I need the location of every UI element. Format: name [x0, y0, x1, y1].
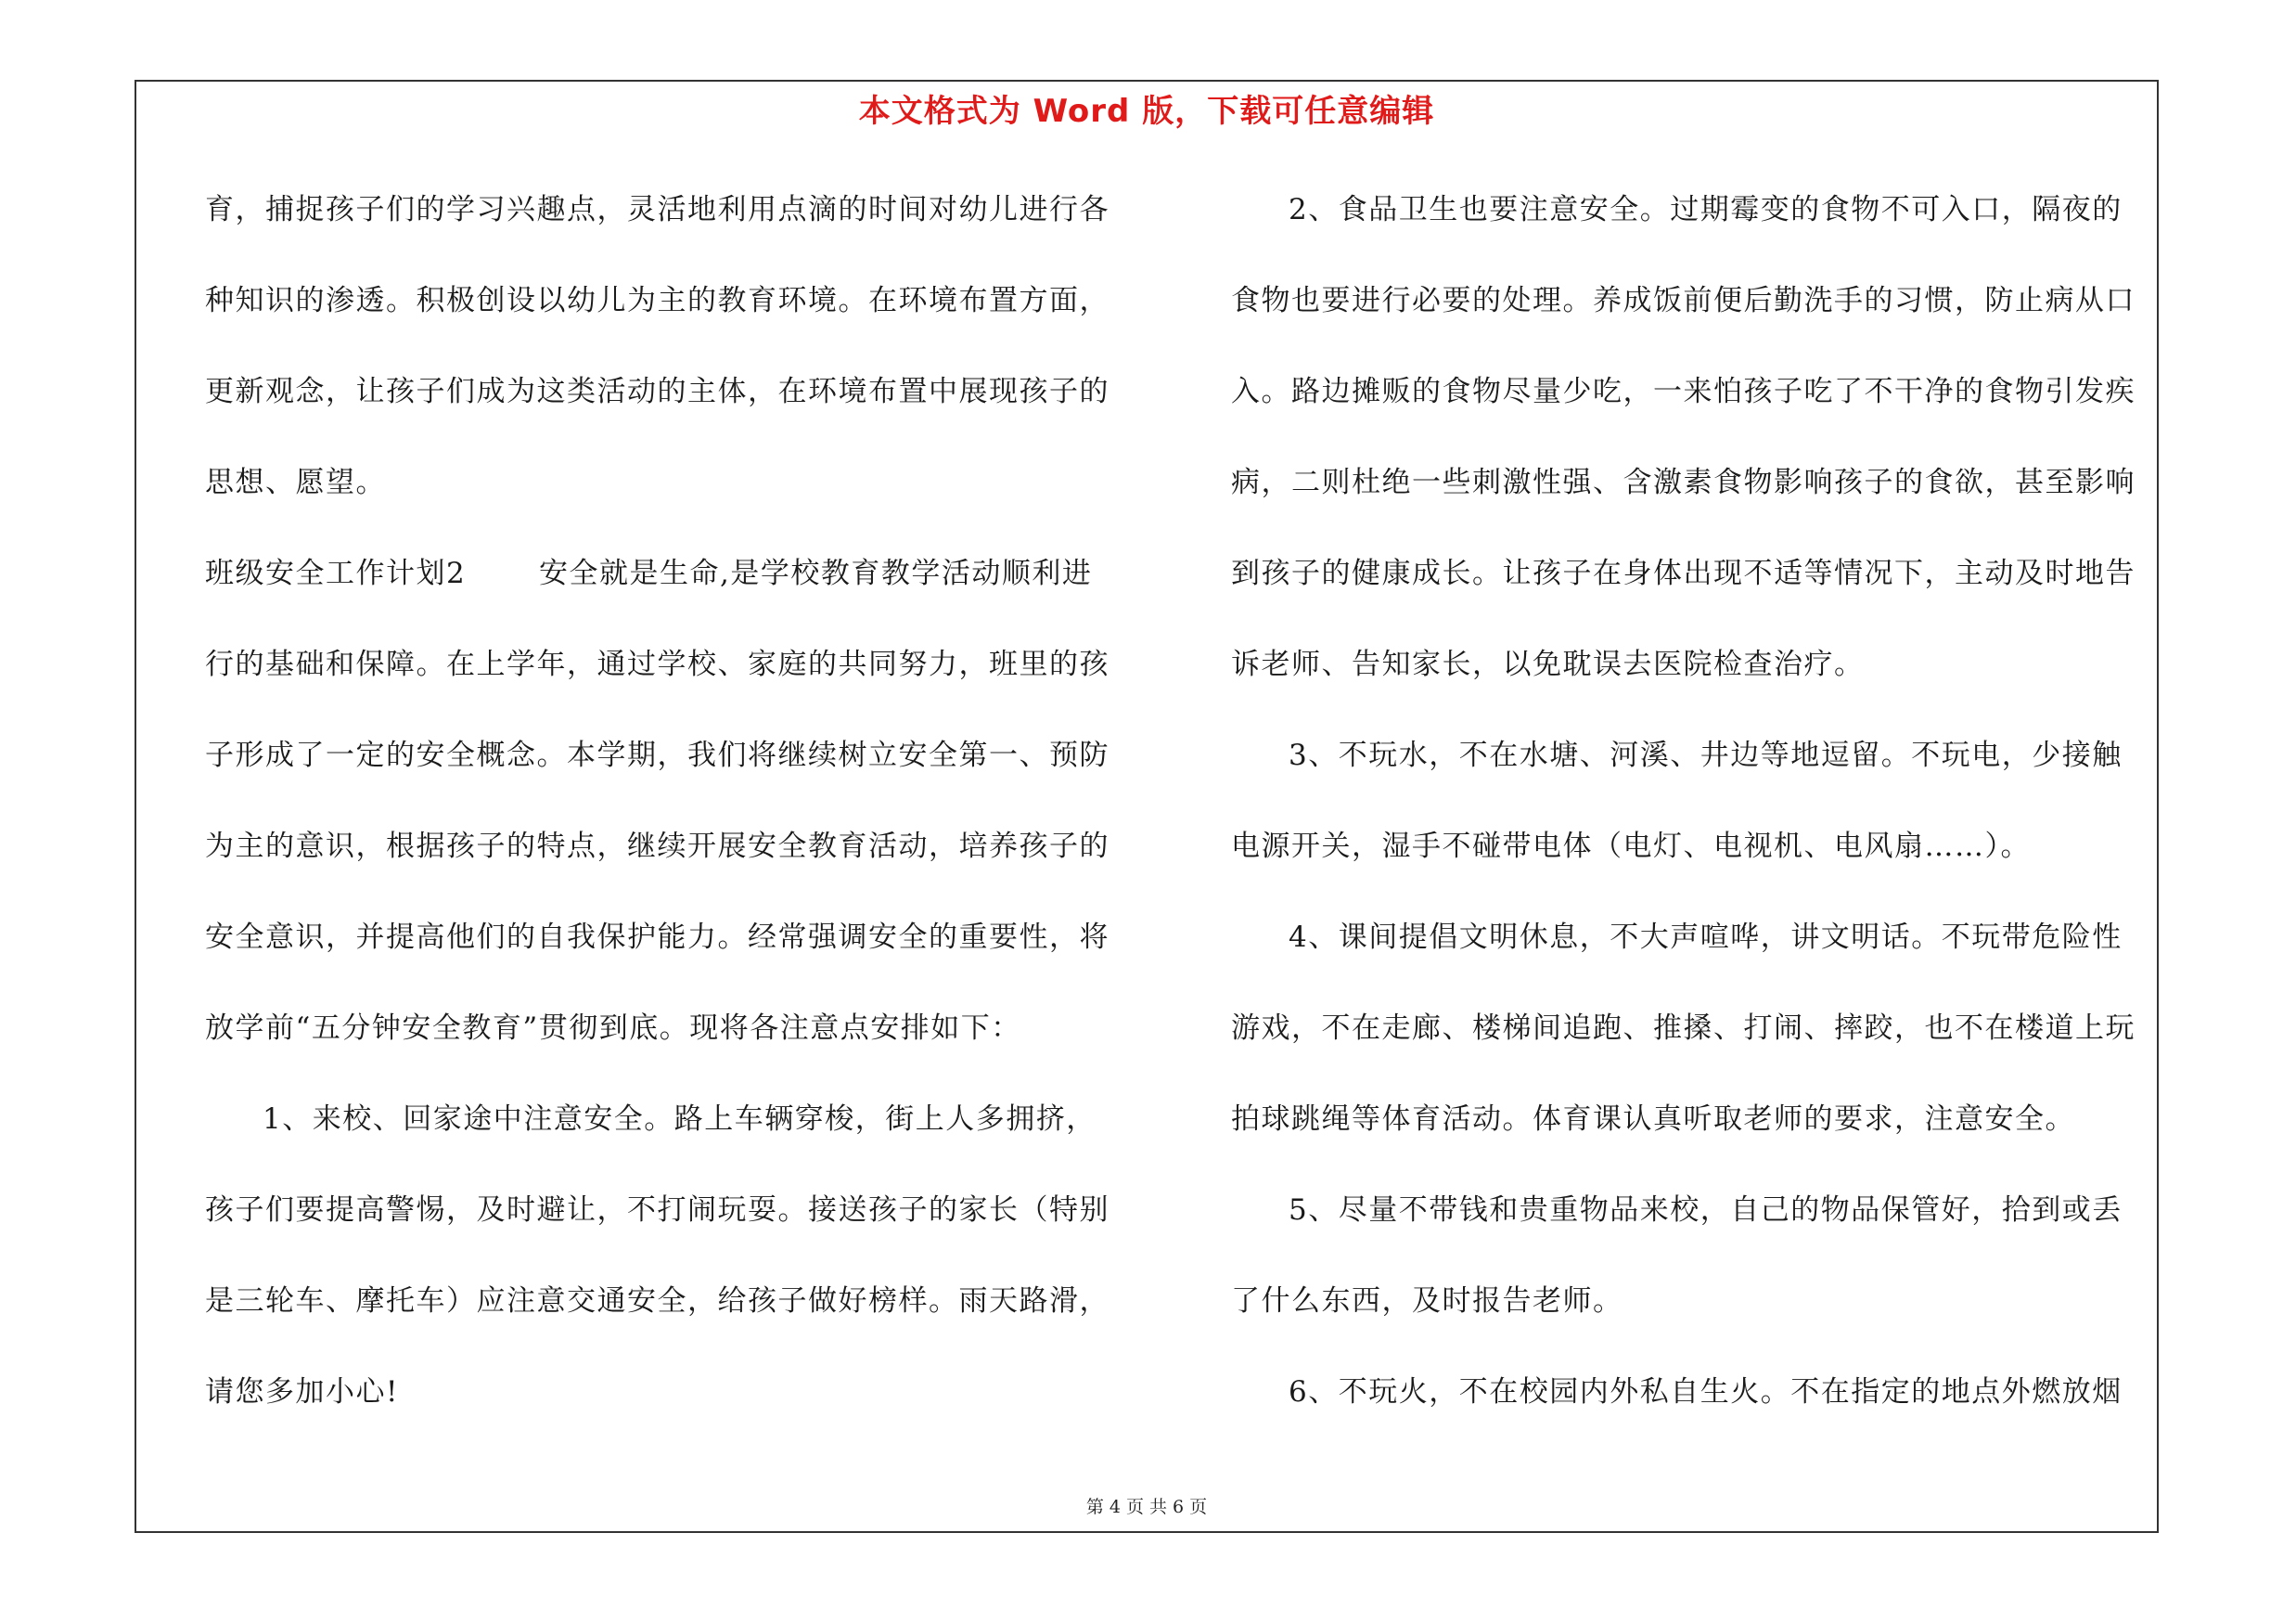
text-line: 放学前“五分钟安全教育”贯彻到底。现将各注意点安排如下： [205, 1011, 1021, 1045]
item-5-first-line: 5、尽量不带钱和贵重物品来校，自己的物品保管好，拾到或丢 [1289, 1193, 2123, 1227]
section-first-line: 安全就是生命,是学校教育教学活动顺利进 [539, 557, 1093, 590]
text-line: 更新观念，让孩子们成为这类活动的主体，在环境布置中展现孩子的 [205, 375, 1110, 408]
text-line: 电源开关，湿手不碰带电体（电灯、电视机、电风扇……）。 [1231, 830, 2031, 863]
text-line: 育，捕捉孩子们的学习兴趣点，灵活地利用点滴的时间对幼儿进行各 [205, 193, 1110, 226]
section-heading-line [205, 547, 1133, 638]
text-line: 为主的意识，根据孩子的特点，继续开展安全教育活动，培养孩子的 [205, 830, 1110, 863]
page-number-footer: 第 4 页 共 6 页 [1085, 1497, 1208, 1517]
item-2-first-line: 2、食品卫生也要注意安全。过期霉变的食物不可入口，隔夜的 [1289, 193, 2123, 226]
right-column [1231, 184, 2159, 1457]
document-page [135, 80, 2159, 1533]
text-line: 入。路边摊贩的食物尽量少吃，一来怕孩子吃了不干净的食物引发疾 [1231, 375, 2136, 408]
text-line: 孩子们要提高警惕，及时避让，不打闹玩耍。接送孩子的家长（特别 [205, 1193, 1110, 1227]
section-title: 班级安全工作计划2 [205, 557, 467, 590]
text-line: 种知识的渗透。积极创设以幼儿为主的教育环境。在环境布置方面， [205, 284, 1110, 317]
item-4-first-line: 4、课间提倡文明休息，不大声喧哗，讲文明话。不玩带危险性 [1289, 921, 2123, 954]
text-line: 安全意识，并提高他们的自我保护能力。经常强调安全的重要性，将 [205, 921, 1110, 954]
text-line: 病，二则杜绝一些刺激性强、含激素食物影响孩子的食欲，甚至影响 [1231, 466, 2136, 499]
text-line: 游戏，不在走廊、楼梯间追跑、推搡、打闹、摔跤，也不在楼道上玩 [1231, 1011, 2136, 1045]
item-1-first-line: 1、来校、回家途中注意安全。路上车辆穿梭，街上人多拥挤， [263, 1102, 1097, 1136]
text-line: 是三轮车、摩托车）应注意交通安全，给孩子做好榜样。雨天路滑， [205, 1284, 1110, 1318]
left-column [205, 184, 1133, 1457]
text-line: 诉老师、告知家长，以免耽误去医院检查治疗。 [1231, 648, 1865, 681]
word-format-banner: 本文格式为 Word 版，下载可任意编辑 [858, 93, 1435, 130]
item-3-first-line: 3、不玩水，不在水塘、河溪、井边等地逗留。不玩电，少接触 [1289, 739, 2123, 772]
text-line: 到孩子的健康成长。让孩子在身体出现不适等情况下，主动及时地告 [1231, 557, 2136, 590]
text-line: 思想、愿望。 [205, 466, 386, 499]
text-line: 了什么东西，及时报告老师。 [1231, 1284, 1623, 1318]
text-line: 拍球跳绳等体育活动。体育课认真听取老师的要求，注意安全。 [1231, 1102, 2075, 1136]
text-line: 请您多加小心! [205, 1375, 399, 1409]
text-line: 行的基础和保障。在上学年，通过学校、家庭的共同努力，班里的孩 [205, 648, 1110, 681]
item-6-first-line: 6、不玩火，不在校园内外私自生火。不在指定的地点外燃放烟 [1289, 1375, 2123, 1409]
text-line: 食物也要进行必要的处理。养成饭前便后勤洗手的习惯，防止病从口 [1231, 284, 2136, 317]
text-line: 子形成了一定的安全概念。本学期，我们将继续树立安全第一、预防 [205, 739, 1110, 772]
